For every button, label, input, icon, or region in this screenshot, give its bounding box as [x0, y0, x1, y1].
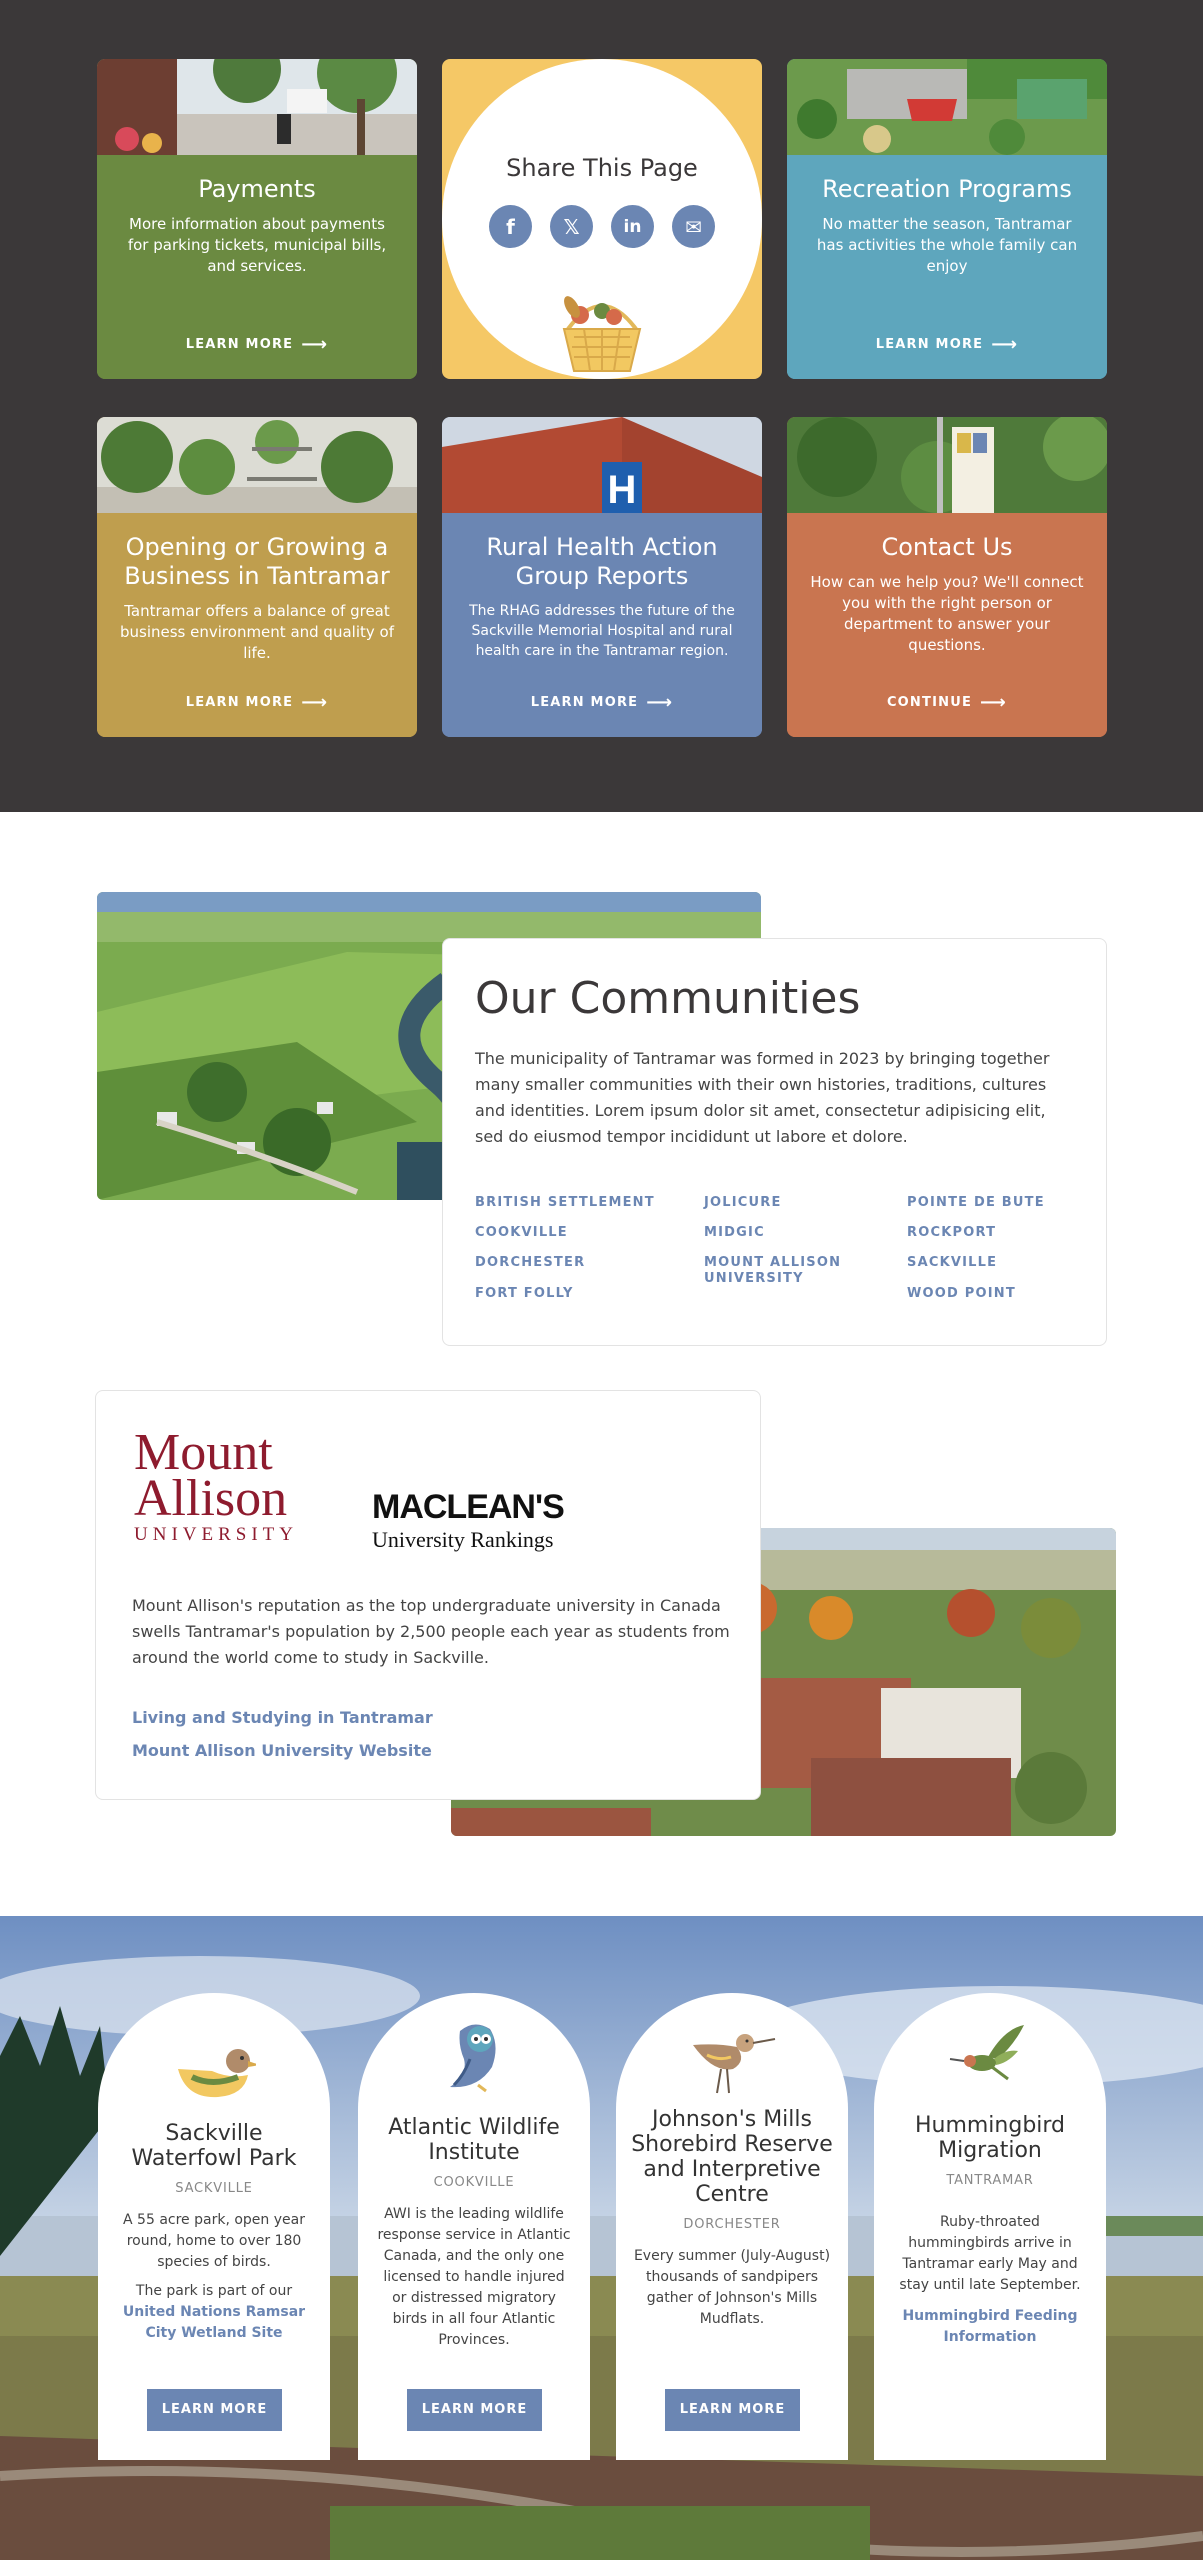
mount-allison-logo[interactable] [134, 1424, 334, 1547]
rhag-card[interactable] [442, 417, 762, 737]
ramsar-note-text: The park is part of our [135, 2283, 293, 2299]
hummingbird-card [874, 1993, 1106, 2460]
arrow-right-icon: ⟶ [301, 692, 329, 713]
community-link[interactable]: MIDGIC [704, 1225, 765, 1240]
card-text: No matter the season, Tantramar has activities the whole family can enjoy [816, 215, 1078, 275]
attraction-title: Hummingbird Migration [914, 2113, 1066, 2163]
community-link[interactable]: JOLICURE [704, 1195, 782, 1210]
attraction-description: Ruby-throated hummingbirds arrive in Tantramar early May and stay until late September. [899, 2214, 1081, 2293]
business-learn-more-link[interactable] [97, 692, 417, 713]
contact-card[interactable] [787, 417, 1107, 737]
duck-icon [172, 2039, 256, 2103]
card-title: Recreation Programs [822, 175, 1072, 203]
wildlife-learn-more-button[interactable]: LEARN MORE [407, 2389, 542, 2431]
quick-links-section [0, 0, 1203, 812]
recreation-photo [787, 59, 1107, 155]
communities-text: The municipality of Tantramar was formed in 2023 by bringing together many smaller communities with their own histories, traditions, cultures and identities. Lorem ipsum dolor sit amet, consectetur adipisicing elit, sed do eiusmod tempor incididunt ut labore et dolore. [475, 1049, 1050, 1146]
community-link[interactable]: MOUNT ALLISON UNIVERSITY [704, 1255, 842, 1286]
attraction-title: Sackville Waterfowl Park [131, 2121, 297, 2171]
arrow-right-icon: ⟶ [991, 334, 1019, 355]
ramsar-link[interactable]: United Nations Ramsar City Wetland Site [122, 2304, 306, 2341]
community-link[interactable]: DORCHESTER [475, 1255, 586, 1270]
attraction-description: Every summer (July-August) thousands of sandpipers gather of Johnson's Mills Mudflats. [633, 2248, 831, 2327]
attraction-location: DORCHESTER [683, 2217, 781, 2232]
card-title: Opening or Growing a Business in Tantramar [124, 533, 390, 590]
hummingbird-icon [948, 2023, 1032, 2087]
shorebird-learn-more-button[interactable]: LEARN MORE [665, 2389, 800, 2431]
email-icon[interactable]: ✉ [672, 205, 715, 248]
attraction-location: TANTRAMAR [946, 2173, 1034, 2188]
share-title: Share This Page [506, 154, 698, 182]
arrow-right-icon: ⟶ [646, 692, 674, 713]
card-title: Payments [198, 175, 316, 203]
rhag-learn-more-link[interactable] [442, 692, 762, 713]
communities-title: Our Communities [475, 973, 861, 1024]
card-text: More information about payments for parking tickets, municipal bills, and services. [127, 215, 387, 275]
mount-allison-text: Mount Allison's reputation as the top undergraduate university in Canada swells Tantramar's population by 2,500 people each year as students from around the world come to study in Sackville. [132, 1596, 730, 1667]
macleans-logo [372, 1489, 592, 1555]
svg-text:H: H [607, 468, 637, 512]
community-link[interactable]: COOKVILLE [475, 1225, 568, 1240]
share-card [442, 59, 762, 379]
hummingbird-feeding-link[interactable]: Hummingbird Feeding Information [902, 2308, 1078, 2345]
sandpiper-icon [687, 2021, 777, 2097]
community-link[interactable]: SACKVILLE [907, 1255, 998, 1270]
logo-text-university: UNIVERSITY [134, 1524, 298, 1545]
community-link[interactable]: WOOD POINT [907, 1286, 1016, 1301]
card-text: Tantramar offers a balance of great business environment and quality of life. [120, 602, 394, 662]
cta-label: LEARN MORE [185, 337, 294, 352]
picnic-basket-icon [550, 289, 654, 375]
living-studying-link[interactable]: Living and Studying in Tantramar [132, 1708, 433, 1727]
card-title: Contact Us [881, 533, 1013, 561]
arrow-right-icon: ⟶ [301, 334, 329, 355]
attraction-title: Atlantic Wildlife Institute [388, 2115, 560, 2165]
recreation-card[interactable] [787, 59, 1107, 379]
contact-photo [787, 417, 1107, 513]
macleans-wordmark: MACLEAN'S [372, 1488, 564, 1526]
community-link[interactable]: BRITISH SETTLEMENT [475, 1195, 655, 1210]
x-icon[interactable]: 𝕏 [550, 205, 593, 248]
recreation-learn-more-link[interactable] [787, 334, 1107, 355]
mount-allison-panel [95, 1390, 761, 1800]
business-photo [97, 417, 417, 513]
linkedin-icon[interactable]: in [611, 205, 654, 248]
macleans-rankings-text: University Rankings [372, 1527, 554, 1552]
attraction-location: COOKVILLE [433, 2175, 515, 2190]
attraction-description: A 55 acre park, open year round, home to over 180 species of birds. [123, 2212, 305, 2270]
community-link[interactable]: ROCKPORT [907, 1225, 997, 1240]
card-text: The RHAG addresses the future of the Sackville Memorial Hospital and rural health care in the Tantramar region. [469, 603, 735, 659]
attraction-description: AWI is the leading wildlife response service in Atlantic Canada, and the only one licensed to handle injured or distressed migratory birds in all four Atlantic Provinces. [377, 2206, 571, 2348]
mount-allison-website-link[interactable]: Mount Allison University Website [132, 1741, 432, 1760]
cta-label: LEARN MORE [185, 695, 294, 710]
shorebird-reserve-card [616, 1993, 848, 2460]
ramsar-note [98, 2281, 330, 2344]
payments-photo [97, 59, 417, 155]
business-card[interactable] [97, 417, 417, 737]
arrow-right-icon: ⟶ [980, 692, 1008, 713]
cta-label: LEARN MORE [530, 695, 639, 710]
attraction-title: Johnson's Mills Shorebird Reserve and Interpretive Centre [631, 2107, 833, 2207]
communities-panel [442, 938, 1107, 1346]
contact-continue-link[interactable] [787, 692, 1107, 713]
logo-text-allison: Allison [134, 1470, 288, 1527]
waterfowl-learn-more-button[interactable]: LEARN MORE [147, 2389, 282, 2431]
attraction-location: SACKVILLE [175, 2181, 253, 2196]
wildlife-institute-card [358, 1993, 590, 2460]
owl-icon [434, 2015, 514, 2095]
payments-learn-more-link[interactable] [97, 334, 417, 355]
waterfowl-park-card [98, 1993, 330, 2460]
card-text: How can we help you? We'll connect you with the right person or department to answer your questions. [810, 573, 1084, 654]
cta-label: LEARN MORE [875, 337, 984, 352]
payments-card[interactable] [97, 59, 417, 379]
card-title: Rural Health Action Group Reports [486, 533, 718, 590]
cta-label: CONTINUE [886, 695, 973, 710]
share-icons [442, 205, 762, 248]
hospital-photo [442, 417, 762, 513]
community-link[interactable]: FORT FOLLY [475, 1286, 574, 1301]
logo-text-mount: Mount [134, 1424, 273, 1481]
community-link[interactable]: POINTE DE BUTE [907, 1195, 1045, 1210]
facebook-icon[interactable]: f [489, 205, 532, 248]
